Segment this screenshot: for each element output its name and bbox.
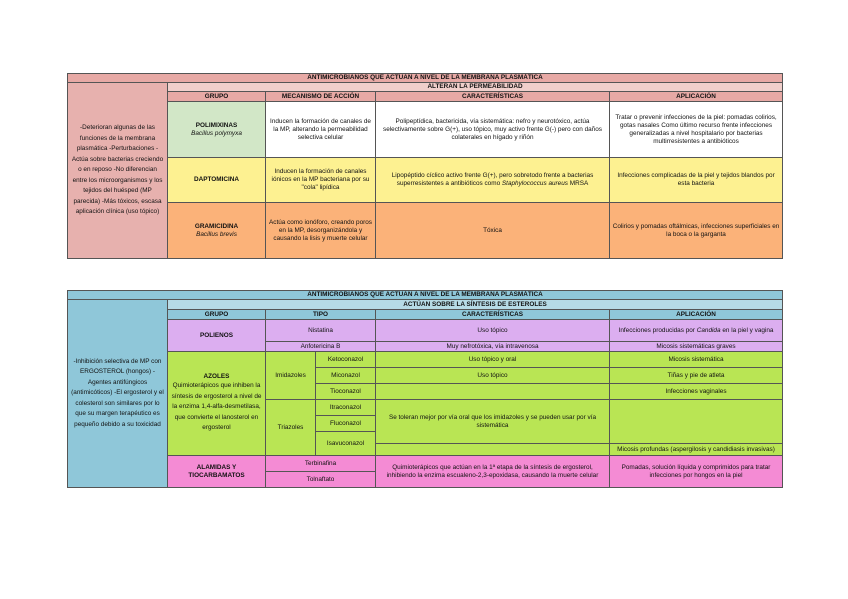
- tipo-cell: Tolnaftato: [266, 472, 376, 488]
- aplicacion-cell: Micosis profundas (aspergilosis y candidiasis invasivas): [610, 444, 783, 456]
- table2-header-tipo: TIPO: [266, 310, 376, 320]
- tipo-cell: Itraconazol: [316, 400, 376, 416]
- species-name: Staphylococcus aureus: [501, 180, 568, 187]
- species-name: Bacillus polymyxa: [191, 129, 242, 137]
- caracteristicas-cell: Quimioterápicos que actúan en la 1ª etapa de la síntesis de ergosterol, inhibiendo la enzima escualeno-2,3-epoxidasa, causando la muerte celular: [376, 456, 610, 488]
- table2-header-grupo: GRUPO: [168, 310, 266, 320]
- table-row: [68, 203, 783, 259]
- caracteristicas-cell: Uso tópico: [376, 320, 610, 342]
- caracteristicas-cell: Se toleran mejor por vía oral que los imidazoles y se pueden usar por vía sistemática: [376, 400, 610, 444]
- caracteristicas-cell: [376, 444, 610, 456]
- caracteristicas-cell: [376, 384, 610, 400]
- aplicacion-cell: [610, 400, 783, 444]
- aplicacion-cell: Infecciones complicadas de la piel y tejidos blandos por esta bacteria: [610, 158, 783, 203]
- table-row: [68, 158, 783, 203]
- mecanismo-cell: Actúa como ionóforo, creando poros en la MP, desorganizándola y causando la lisis y muerte celular: [266, 203, 376, 259]
- tipo-cell: Miconazol: [316, 368, 376, 384]
- caracteristicas-cell: Uso tópico: [376, 368, 610, 384]
- table2-side-notes: -Inhibición selectiva de MP con ERGOSTEROL (hongos) -Agentes antifúngicos (antimicóticos) -El ergosterol y el colesterol son similares por lo que su margen terapéutico es pequeño debido a su toxicidad: [68, 300, 168, 488]
- group-name: POLIMIXINAS: [195, 121, 238, 129]
- table2-title: ANTIMICROBIANOS QUE ACTÚAN A NIVEL DE LA MEMBRANA PLASMÁTICA: [68, 291, 783, 300]
- group-description: Quimioterápicos que inhiben la síntesis de ergosterol a nivel de la enzima 1,4-alfa-desmetilasa, que convierte el lanosterol en ergosterol: [171, 382, 262, 432]
- tipo-cell: Ketoconazol: [316, 352, 376, 368]
- aplicacion-cell: Tiñas y pie de atleta: [610, 368, 783, 384]
- caracteristicas-cell: Uso tópico y oral: [376, 352, 610, 368]
- species-name: Candida: [696, 326, 721, 334]
- grupo-cell: POLIENOS: [168, 320, 266, 352]
- aplicacion-cell: Infecciones vaginales: [610, 384, 783, 400]
- table-row: [68, 352, 783, 368]
- group-name: AZOLES: [203, 373, 230, 381]
- table-row: [68, 102, 783, 158]
- aplicacion-text: en la piel y vagina: [722, 326, 774, 334]
- grupo-cell: ALAMIDAS Y TIOCARBAMATOS: [168, 456, 266, 488]
- grupo-cell: [168, 102, 266, 158]
- table1-title: ANTIMICROBIANOS QUE ACTÚAN A NIVEL DE LA MEMBRANA PLASMÁTICA: [68, 74, 783, 83]
- table2-header-aplicacion: APLICACIÓN: [610, 310, 783, 320]
- species-name: Bacillus brevis: [196, 230, 237, 238]
- tipo-cell: Isavuconazol: [316, 432, 376, 456]
- mecanismo-cell: Inducen la formación de canales iónicos en la MP bacteriana por su "cola" lipídica: [266, 158, 376, 203]
- aplicacion-cell: Pomadas, solución líquida y comprimidos para tratar infecciones por hongos en la piel: [610, 456, 783, 488]
- aplicacion-cell: [610, 320, 783, 342]
- mecanismo-cell: Inducen la formación de canales de la MP, alterando la permeabilidad selectiva celular: [266, 102, 376, 158]
- grupo-cell: [168, 352, 266, 456]
- tipo-subgroup-cell: Imidazoles: [266, 352, 316, 400]
- table1-header-grupo: GRUPO: [168, 92, 266, 102]
- aplicacion-cell: Micosis sistemática: [610, 352, 783, 368]
- tipo-subgroup-cell: Triazoles: [266, 400, 316, 456]
- table1-header-caracteristicas: CARACTERÍSTICAS: [376, 92, 610, 102]
- tipo-cell: Tioconazol: [316, 384, 376, 400]
- caracteristicas-text: Lipopéptido cíclico activo frente G(+), pero sobretodo frente a bacterias superresistentes a antibióticos como: [391, 172, 594, 187]
- caracteristicas-cell: Muy nefrotóxica, vía intravenosa: [376, 342, 610, 352]
- caracteristicas-cell: [376, 158, 610, 203]
- aplicacion-text: Infecciones producidas por: [618, 326, 695, 334]
- caracteristicas-text: MRSA: [569, 180, 589, 187]
- table-membrane-permeability: [67, 73, 783, 259]
- table1-header-aplicacion: APLICACIÓN: [610, 92, 783, 102]
- caracteristicas-cell: Polipeptídica, bactericida, vía sistemática: nefro y neurotóxico, actúa selectivamente sobre G(+), uso tópico, muy activo frente G(-) pero con daños colaterales en hígado y riñón: [376, 102, 610, 158]
- tipo-cell: Anfotericina B: [266, 342, 376, 352]
- tipo-cell: Terbinafina: [266, 456, 376, 472]
- table1-header-mecanismo: MECANISMO DE ACCIÓN: [266, 92, 376, 102]
- table-sterol-synthesis: [67, 290, 783, 488]
- table1-subtitle: ALTERAN LA PERMEABILIDAD: [168, 83, 783, 92]
- tipo-cell: Fluconazol: [316, 416, 376, 432]
- group-name: GRAMICIDINA: [194, 222, 239, 230]
- table-row: [68, 456, 783, 472]
- aplicacion-cell: Micosis sistemáticas graves: [610, 342, 783, 352]
- table2-header-caracteristicas: CARACTERÍSTICAS: [376, 310, 610, 320]
- table2-subtitle: ACTÚAN SOBRE LA SÍNTESIS DE ESTEROLES: [168, 300, 783, 310]
- table1-side-notes: -Deterioran algunas de las funciones de la membrana plasmática -Perturbaciones -Actúa sobre bacterias creciendo o en reposo -No diferencian entre los microorganismos y los tejidos del huésped (MP parecida) -Más tóxicos, escasa aplicación clínica (uso tópico): [68, 83, 168, 259]
- table-row: [68, 320, 783, 342]
- caracteristicas-cell: Tóxica: [376, 203, 610, 259]
- aplicacion-cell: Tratar o prevenir infecciones de la piel: pomadas colirios, gotas nasales Como último recurso frente infecciones generalizadas a nivel hospitalario por bacterias multirresistentes a antibióticos: [610, 102, 783, 158]
- aplicacion-cell: Colirios y pomadas oftálmicas, infecciones superficiales en la boca o la garganta: [610, 203, 783, 259]
- grupo-cell: DAPTOMICINA: [168, 158, 266, 203]
- tipo-cell: Nistatina: [266, 320, 376, 342]
- grupo-cell: [168, 203, 266, 259]
